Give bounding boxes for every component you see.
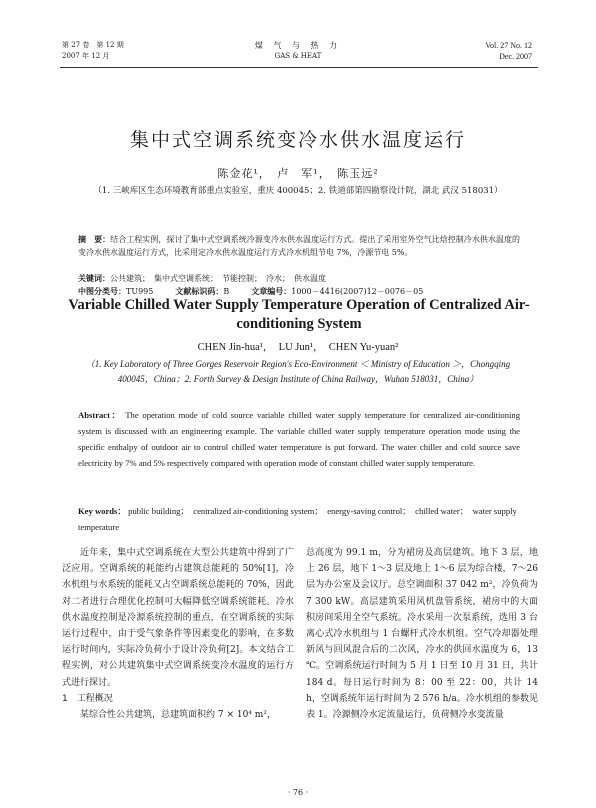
project-paragraph: 某综合性公共建筑，总建筑面积约 7 × 10⁴ m²， — [80, 710, 276, 721]
authors-cn: 陈金花¹， 卢 军¹， 陈玉远² — [217, 167, 379, 180]
abstract-label-en: Abstract： — [78, 410, 122, 420]
doc-value: B — [223, 287, 230, 296]
affiliation-en: （1. Key Laboratory of Three Gorges Reservoir Region's Eco-Environment ＜ Ministry of Education ＞，Chongqing 400045，China；2. Forth Survey & Design Institute of China Railway，Wuhan 518031，China） — [85, 359, 511, 384]
journal-name-cn: 煤 气 与 热 力 — [254, 41, 342, 50]
class-value: TU995 — [126, 287, 154, 296]
volume-issue-en: Vol. 27 No. 12 — [485, 41, 532, 50]
issue-date: 2007 年 12 月 — [62, 52, 110, 60]
keywords-cn — [78, 272, 520, 285]
journal-name-en: GAS & HEAT — [274, 52, 322, 60]
affiliation-cn: （1. 三峡库区生态环境教育部重点实验室，重庆 400045；2. 铁道部第四勘察设计院，湖北 武汉 518031） — [93, 186, 503, 196]
page-number: · 76 · — [287, 788, 309, 797]
volume-issue: 第 27 卷 第 12 期 — [62, 41, 124, 49]
authors-en: CHEN Jin-hua¹， LU Jun¹， CHEN Yu-yuan² — [197, 342, 399, 353]
abstract-text-cn: 结合工程实例，探讨了集中式空调系统冷源变冷水供水温度运行方式。提出了采用室外空气比焓控制冷水供水温度的变冷水供水温度运行方式，比采用定冷水供水温度运行方式冷水机组节电 7%，冷源节电 5%。 — [78, 235, 521, 257]
article-label: 文章编号： — [251, 287, 292, 296]
abstract-text-en: The operation mode of cold source variable chilled water supply temperature for centralized air-conditioning system is discussed with an engineering example. The variable chilled water supply temperature operation mode using the specific enthalpy of outdoor air to control chilled water temperature is put forward. The water chiller and cold source save electricity by 7% and 5% respectively compared with operation mode of constant chilled water supply temperature. — [78, 410, 520, 468]
section-heading: 1 工程概况 — [62, 693, 113, 704]
keywords-label-cn: 关键词： — [78, 274, 110, 283]
abstract-label-cn: 摘 要： — [78, 235, 111, 244]
project-paragraph-cont: 总高度为 99.1 m，分为裙房及高层建筑。地下 3 层，地上 26 层，地下 1～3 层及地上 1～6 层为综合楼，7～26 层为办公室及会议厅。总空调面积 37 042 m²，冷负荷为 7 300 kW。高层建筑采用风机盘管系统，裙房中的大面积房间采用全空气系统。冷水采用一次泵系统，选用 3 台离心式冷水机组与 1 台螺杆式冷水机组。空气冷却器处理新风与回风混合后的二次风，冷水的供回水温度为 6，13 ℃。空调系统运行时间为 5 月 1 日至 10 月 31 日，共计 184 d。每日运行时间为 8：00 至 22：00，共计 14 h，空调系统年运行时间为 2 576 h/a。冷水机组的参数见表 1。冷源侧冷水定流量运行，负荷侧冷水变流量 — [306, 548, 538, 721]
article-value: 1000－4416(2007)12－0076－05 — [291, 287, 424, 296]
doc-label: 文献标识码： — [175, 287, 224, 296]
issue-date-en: Dec. 2007 — [499, 52, 532, 61]
abstract-en — [78, 407, 520, 471]
intro-paragraph: 近年来，集中式空调系统在大型公共建筑中得到了广泛应用。空调系统的耗能约占建筑总能耗的 50%[1]，冷水机组与水系统的能耗又占空调系统总能耗的 70%，因此对二者进行合理优化控制可大幅降低空调系统能耗。冷水供水温度控制是冷源系统控制的重点，在空调系统的实际运行过程中，由于受气象条件等因素变化的影响，在多数运行时间内，实际冷负荷小于设计冷负荷[2]。本文结合工程实例，对公共建筑集中式空调系统变冷水温度的运行方式进行探讨。 — [62, 548, 294, 688]
paper-title-cn: 集中式空调系统变冷水供水温度运行 — [129, 129, 466, 151]
keywords-text-en: public building； centralized air-conditioning system； energy-saving control； chilled water； water supply temperature — [78, 506, 517, 532]
keywords-label-en: Key words： — [78, 506, 126, 516]
body-column-right — [306, 545, 538, 723]
keywords-text-cn: 公共建筑； 集中式空调系统； 节能控制； 冷水； 供水温度 — [110, 274, 326, 283]
journal-volume-info-en — [485, 40, 532, 62]
paper-title-en: Variable Chilled Water Supply Temperature Operation of Centralized Air-conditioning System — [68, 297, 530, 332]
abstract-cn — [78, 233, 520, 259]
class-label: 中图分类号： — [78, 287, 126, 296]
body-column-left — [62, 545, 294, 723]
keywords-en — [78, 503, 520, 535]
header-rule — [60, 67, 538, 68]
